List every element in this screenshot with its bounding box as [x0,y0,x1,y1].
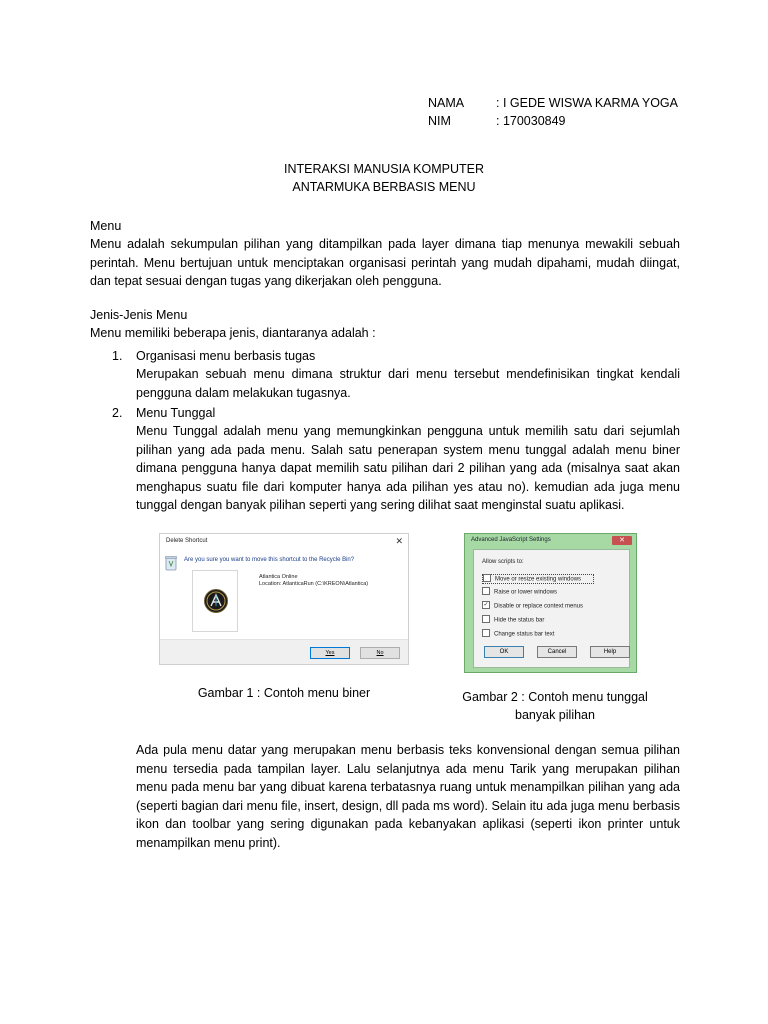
nim-label: NIM [428,114,451,128]
option-label: Move or resize existing windows [495,576,582,583]
checkbox[interactable] [482,615,490,623]
dialog-title: Advanced JavaScript Settings [471,537,551,543]
confirmation-question: Are you sure you want to move this shortcut to the Recycle Bin? [184,557,355,563]
list-item-1-number: 1. [112,349,123,363]
option-label: Disable or replace context menus [494,603,584,610]
atlantica-logo [204,589,228,613]
list-item-2-number: 2. [112,406,123,420]
delete-shortcut-dialog [159,533,409,665]
yes-button[interactable]: Yes [310,647,350,659]
option-change-status-text[interactable] [482,630,554,638]
option-label: Raise or lower windows [494,589,558,596]
figure2-caption-line1: Gambar 2 : Contoh menu tunggal [462,690,648,704]
option-hide-status-bar[interactable] [482,616,544,624]
file-name: Atlantica Online [259,574,298,580]
figure1-caption: Gambar 1 : Contoh menu biner [197,686,371,700]
list-item-2-title: Menu Tunggal [136,406,216,420]
list-item-1-title: Organisasi menu berbasis tugas [136,349,316,363]
close-icon[interactable]: ✕ [395,536,403,546]
atlantica-logo-mark [205,590,227,612]
allow-label: Allow scripts to: [482,559,524,565]
checkbox[interactable] [483,574,491,582]
file-thumbnail [192,570,238,632]
help-button[interactable]: Help [590,646,630,658]
no-button[interactable]: No [360,647,400,659]
nama-label: NAMA [428,96,465,110]
menu-heading: Menu [90,219,122,233]
advanced-javascript-settings-dialog [464,533,637,673]
option-label: Hide the status bar [494,617,545,624]
nim-value: : 170030849 [496,114,566,128]
file-location: Location: AtlanticaRun (C:\KREON\Atlantica) [259,581,369,587]
document-title-line1: INTERAKSI MANUSIA KOMPUTER [283,162,485,176]
checkbox[interactable] [482,629,490,637]
list-item-2-text: Menu Tunggal adalah menu yang memungkinkan pengguna untuk memilih satu dari sejumlah pilihan yang ada pada menu. Salah satu penerapan system menu tunggal adalah menu biner dimana pengguna hanya dapat memilih satu pilihan dari 2 pilihan yang ada (misalnya saat akan menghapus suatu file dari komputer hanya ada pilihan yes atau no). kemudian ada juga menu tunggal dengan banyak pilihan seperti yang sering dilihat saat menginstal suatu aplikasi. [136,424,680,512]
closing-paragraph: Ada pula menu datar yang merupakan menu berbasis teks konvensional dengan semua pilihan menu tersedia pada tampilan layer. Lalu selanjutnya ada menu Tarik yang merupakan pilihan menu pada menu bar yang dibuat karena terbatasnya ruang untuk menampilkan pilihan yang ada (seperti bagian dari menu file, insert, design, dll pada ms word). Selain itu ada juga menu berbasis ikon dan toolbar yang sering digunakan pada kebanyakan aplikasi (seperti ikon printer untuk menampilkan menu print). [136,743,680,850]
option-move-resize[interactable] [482,574,594,584]
option-label: Change status bar text [494,631,555,638]
dialog-title: Delete Shortcut [166,538,208,544]
jenis-intro: Menu memiliki beberapa jenis, diantaranya adalah : [90,326,376,340]
option-disable-context-menus[interactable] [482,602,583,610]
ok-button[interactable]: OK [484,646,524,658]
cancel-button[interactable]: Cancel [537,646,577,658]
close-icon[interactable]: ✕ [612,536,632,545]
menu-paragraph: Menu adalah sekumpulan pilihan yang ditampilkan pada layer dimana tiap menunya mewakili sebuah perintah. Menu bertujuan untuk menciptakan organisasi perintah yang mudah dipahami, mudah diingat, dan tepat sesuai dengan tugas yang dikerjakan oleh pengguna. [90,237,680,288]
jenis-heading: Jenis-Jenis Menu [90,308,188,322]
list-item-1-text: Merupakan sebuah menu dimana struktur dari menu tersebut mendefinisikan tingkat kendali pengguna dalam melakukan tugasnya. [136,367,680,400]
recycle-bin-icon [165,555,177,571]
dialog-body [473,549,630,668]
option-raise-lower[interactable] [482,588,557,596]
document-title-line2: ANTARMUKA BERBASIS MENU [292,180,476,194]
dialog-footer [160,639,408,664]
checkbox-checked[interactable]: ✓ [483,602,489,608]
nama-value: : I GEDE WISWA KARMA YOGA [496,96,678,110]
checkbox[interactable] [482,587,490,595]
figure2-caption-line2: banyak pilihan [515,708,595,722]
